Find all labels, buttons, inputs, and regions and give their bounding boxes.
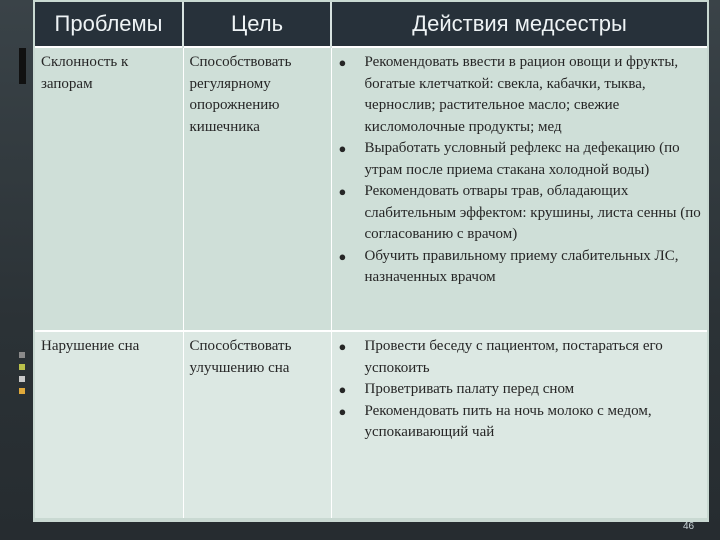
bullet-icon: ● [338,248,347,264]
table-header-row [35,2,707,47]
list-item [338,52,702,138]
actions-cell [331,331,707,518]
actions-list [338,336,702,444]
action-text: Рекомендовать отвары трав, обладающих слабительным эффектом: крушины, листа сенны (по согласованию с врачом) [364,183,701,242]
nursing-care-table [35,2,707,518]
page-number: 46 [683,521,695,532]
action-text: Рекомендовать пить на ночь молоко с медом, успокаивающий чай [364,402,652,440]
actions-list [338,52,702,289]
action-text: Провести беседу с пациентом, постараться его успокоить [364,338,663,376]
bullet-icon: ● [338,339,347,354]
list-item [338,246,702,289]
decor-square [19,364,25,370]
goal-cell: Способствовать улучшению сна [183,331,331,518]
bullet-icon: ● [338,141,347,156]
bullet-icon: ● [338,55,347,70]
action-text: Обучить правильному приему слабительных ЛС, назначенных врачом [364,247,679,285]
header-goal: Цель [183,2,331,47]
bullet-icon: ● [338,382,347,397]
list-item [338,336,702,379]
decor-bar [19,48,26,84]
action-text: Рекомендовать ввести в рацион овощи и фрукты, богатые клетчаткой: свекла, кабачки, тыква, чернослив; растительное масло; свежие кисломолочные продукты; мед [364,54,679,135]
list-item [338,138,702,181]
problem-cell: Нарушение сна [35,331,183,518]
bullet-icon: ● [338,403,347,419]
list-item [338,379,702,401]
header-nurse-actions: Действия медсестры [331,2,707,47]
decor-square [19,388,25,394]
list-item [338,401,702,444]
action-text: Выработать условный рефлекс на дефекацию (по утрам после приема стакана холодной воды) [364,140,680,178]
list-item [338,181,702,246]
table-row [35,47,707,331]
nursing-table-container [33,0,709,522]
decor-square [19,352,25,358]
bullet-icon: ● [338,184,347,199]
decor-square [19,376,25,382]
problem-cell: Склонность к запорам [35,47,183,331]
goal-cell: Способствовать регулярному опорожнению кишечника [183,47,331,331]
header-problems: Проблемы [35,2,183,47]
action-text: Проветривать палату перед сном [364,381,575,397]
actions-cell [331,47,707,331]
table-row [35,331,707,518]
